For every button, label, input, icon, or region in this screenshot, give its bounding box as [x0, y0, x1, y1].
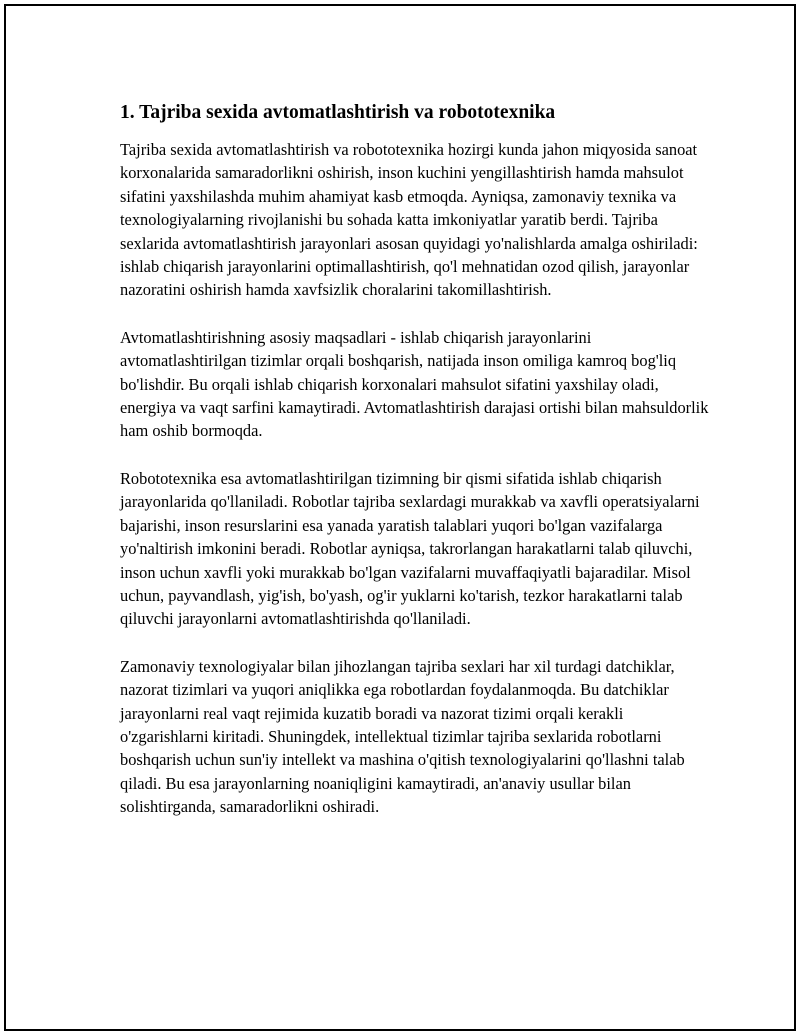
page-frame	[4, 4, 796, 1031]
document-body	[120, 100, 710, 843]
paragraph-automation-goals: Avtomatlashtirishning asosiy maqsadlari - ishlab chiqarish jarayonlarini avtomatlashtirilgan tizimlar orqali boshqarish, natijada inson omiliga kamroq bog'liq bo'lishdir. Bu orqali ishlab chiqarish korxonalari mahsulot sifatini yaxshilay oladi, energiya va vaqt sarfini kamaytiradi. Avtomatlashtirish darajasi ortishi bilan mahsuldorlik ham oshib bormoqda.	[120, 327, 709, 441]
paragraph-robotics: Robototexnika esa avtomatlashtirilgan tizimning bir qismi sifatida ishlab chiqarish jarayonlarida qo'llaniladi. Robotlar tajriba sexlardagi murakkab va xavfli operatsiyalarni bajarishi, inson resurslarini esa yanada yaratish talablari yuqori bo'lgan vazifalarga yo'naltirish imkonini beradi. Robotlar ayniqsa, takrorlangan harakatlarni talab qiluvchi, inson uchun xavfli yoki murakkab bo'lgan vazifalarni muvaffaqiyatli bajaradilar. Misol uchun, payvandlash, yig'ish, bo'yash, og'ir yuklarni ko'tarish, tezkor harakatlarni talab qiluvchi jarayonlarni avtomatlashtirishda qo'llaniladi.	[120, 468, 700, 629]
paragraph-intro: Tajriba sexida avtomatlashtirish va robototexnika hozirgi kunda jahon miqyosida sanoat korxonalarida samaradorlikni oshirish, inson kuchini yengillashtirish hamda mahsulot sifatini yaxshilashda muhim ahamiyat kasb etmoqda. Ayniqsa, zamonaviy texnika va texnologiyalarning rivojlanishi bu sohada katta imkoniyatlar yaratib berdi. Tajriba sexlarida avtomatlashtirish jarayonlari asosan quyidagi yo'nalishlarda amalga oshiriladi: ishlab chiqarish jarayonlarini optimallashtirish, qo'l mehnatidan ozod qilish, jarayonlar nazoratini oshirish hamda xavfsizlik choralarini takomillashtirish.	[120, 140, 698, 300]
section-heading: 1. Tajriba sexida avtomatlashtirish va robototexnika	[120, 102, 556, 123]
paragraph-modern-technologies: Zamonaviy texnologiyalar bilan jihozlangan tajriba sexlari har xil turdagi datchiklar, nazorat tizimlari va yuqori aniqlikka ega robotlardan foydalanmoqda. Bu datchiklar jarayonlarni real vaqt rejimida kuzatib boradi va nazorat tizimi orqali kerakli o'zgarishlarni kiritadi. Shuningdek, intellektual tizimlar tajriba sexlarida robotlarni boshqarish uchun sun'iy intellekt va mashina o'qitish texnologiyalarini qo'llashni talab qiladi. Bu esa jarayonlarning noaniqligini kamaytiradi, an'anaviy usullar bilan solishtirganda, samaradorlikni oshiradi.	[120, 656, 685, 817]
